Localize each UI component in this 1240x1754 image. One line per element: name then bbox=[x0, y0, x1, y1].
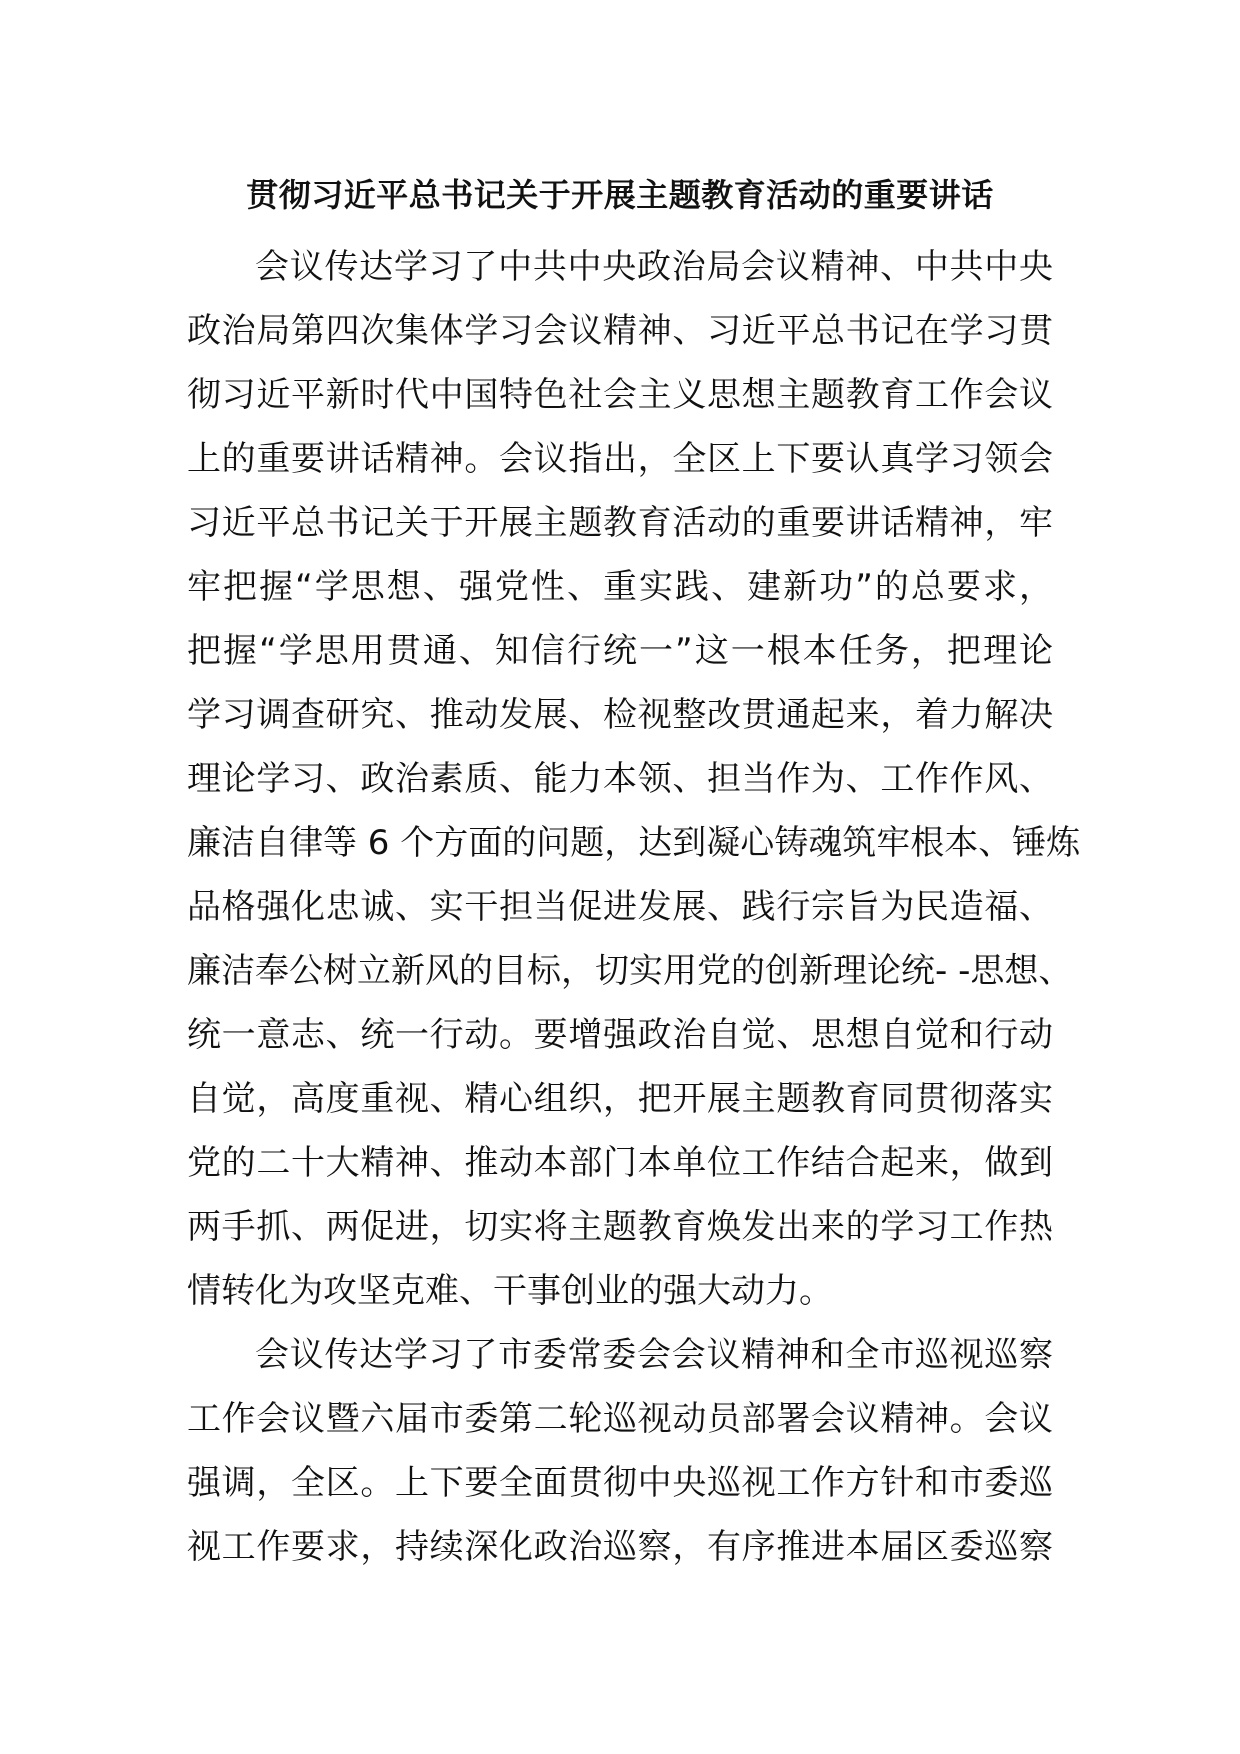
text-line: 理论学习、政治素质、能力本领、担当作为、工作作风、 bbox=[187, 759, 1053, 799]
text-line: 强调，全区。上下要全面贯彻中央巡视工作方针和市委巡 bbox=[187, 1463, 1053, 1503]
text-line: 彻习近平新时代中国特色社会主义思想主题教育工作会议 bbox=[187, 375, 1053, 415]
text-line: 统一意志、统一行动。要增强政治自觉、思想自觉和行动 bbox=[187, 1015, 1053, 1055]
text-line: 学习调查研究、推动发展、检视整改贯通起来，着力解决 bbox=[187, 695, 1053, 735]
text-line: 上的重要讲话精神。会议指出，全区上下要认真学习领会 bbox=[187, 439, 1053, 479]
text-line: 会议传达学习了中共中央政治局会议精神、中共中央 bbox=[255, 247, 1053, 287]
text-line: 情转化为攻坚克难、干事创业的强大动力。 bbox=[187, 1271, 833, 1311]
text-line: 政治局第四次集体学习会议精神、习近平总书记在学习贯 bbox=[187, 311, 1053, 351]
text-line: 品格强化忠诚、实干担当促进发展、践行宗旨为民造福、 bbox=[187, 887, 1053, 927]
text-line: 两手抓、两促进，切实将主题教育焕发出来的学习工作热 bbox=[187, 1207, 1053, 1247]
text-line: 党的二十大精神、推动本部门本单位工作结合起来，做到 bbox=[187, 1143, 1053, 1183]
text-line: 廉洁奉公树立新风的目标，切实用党的创新理论统- -思想、 bbox=[187, 951, 1073, 991]
paragraph-2 bbox=[187, 1323, 1053, 1579]
text-line: 廉洁自律等 6 个方面的问题，达到凝心铸魂筑牢根本、锤炼 bbox=[187, 823, 1081, 863]
document-body bbox=[187, 235, 1081, 1579]
text-line: 牢把握“学思想、强党性、重实践、建新功”的总要求， bbox=[187, 567, 1053, 607]
text-line: 工作会议暨六届市委第二轮巡视动员部署会议精神。会议 bbox=[187, 1399, 1053, 1439]
text-line: 会议传达学习了市委常委会会议精神和全市巡视巡察 bbox=[255, 1335, 1053, 1375]
text-line: 视工作要求，持续深化政治巡察，有序推进本届区委巡察 bbox=[187, 1527, 1053, 1567]
text-line: 习近平总书记关于开展主题教育活动的重要讲话精神，牢 bbox=[187, 503, 1053, 543]
text-line: 把握“学思用贯通、知信行统一”这一根本任务，把理论 bbox=[187, 631, 1053, 671]
paragraph-1 bbox=[187, 235, 1081, 1323]
text-line: 自觉，高度重视、精心组织，把开展主题教育同贯彻落实 bbox=[187, 1079, 1053, 1119]
document-title: 贯彻习近平总书记关于开展主题教育活动的重要讲话 bbox=[246, 176, 994, 214]
